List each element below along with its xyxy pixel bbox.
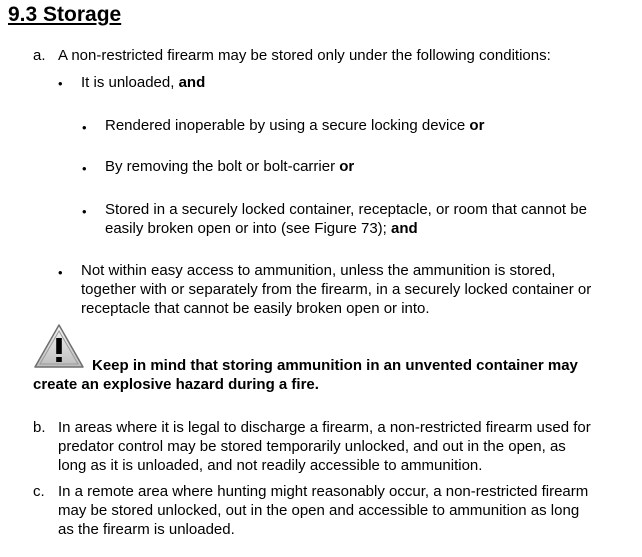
- sub-bullet-container-line2-text: easily broken open or into (see Figure 73);: [105, 220, 387, 237]
- sub-bullet-bolt: [105, 157, 354, 176]
- warning-line1: Keep in mind that storing ammunition in an unvented container may: [92, 357, 578, 374]
- item-c-text: [58, 482, 588, 539]
- item-b-line2: predator control may be stored temporarily unlocked, and out in the open, as: [58, 438, 566, 455]
- bullet-icon: •: [58, 76, 63, 91]
- bullet-icon: •: [82, 204, 87, 219]
- sub-bullet-locked-container: [105, 200, 587, 238]
- list-marker-b: b.: [33, 419, 46, 436]
- bullet-icon: •: [82, 161, 87, 176]
- item-b-text: [58, 418, 591, 475]
- sub-bullet-locking-text: Rendered inoperable by using a secure locking device: [105, 117, 466, 134]
- bullet-ammunition-line3: receptacle that cannot be easily broken open or into.: [81, 300, 430, 317]
- conjunction-and: and: [391, 220, 418, 237]
- list-marker-c: c.: [33, 483, 45, 500]
- bullet-unloaded: [81, 73, 205, 92]
- conjunction-and: and: [178, 74, 206, 91]
- bullet-ammunition-access: [81, 261, 591, 318]
- warning-line2: create an explosive hazard during a fire.: [33, 376, 319, 393]
- bullet-icon: •: [58, 265, 63, 280]
- item-c-line2: may be stored unlocked, out in the open and accessible to ammunition as long: [58, 502, 580, 519]
- sub-bullet-locking-device: [105, 116, 484, 135]
- sub-bullet-container-line2: [105, 219, 587, 238]
- list-marker-a: a.: [33, 47, 46, 64]
- sub-bullet-container-line1: Stored in a securely locked container, receptacle, or room that cannot be: [105, 201, 587, 218]
- conjunction-or: or: [469, 117, 485, 134]
- item-a-text: A non-restricted firearm may be stored only under the following conditions:: [58, 47, 551, 64]
- warning-triangle-icon: [33, 323, 85, 369]
- item-c-line1: In a remote area where hunting might reasonably occur, a non-restricted firearm: [58, 483, 589, 500]
- conjunction-or: or: [339, 158, 355, 175]
- item-b-line3: long as it is unloaded, and not readily accessible to ammunition.: [58, 457, 483, 474]
- item-c-line3: as the firearm is unloaded.: [58, 521, 235, 538]
- section-heading: 9.3 Storage: [8, 3, 122, 26]
- bullet-icon: •: [82, 120, 87, 135]
- sub-bullet-bolt-text: By removing the bolt or bolt-carrier: [105, 158, 336, 175]
- bullet-ammunition-line2: together with or separately from the firearm, in a securely locked container or: [81, 281, 592, 298]
- bullet-unloaded-text: It is unloaded,: [81, 74, 175, 91]
- bullet-ammunition-line1: Not within easy access to ammunition, unless the ammunition is stored,: [81, 262, 556, 279]
- item-b-line1: In areas where it is legal to discharge a firearm, a non-restricted firearm used for: [58, 419, 591, 436]
